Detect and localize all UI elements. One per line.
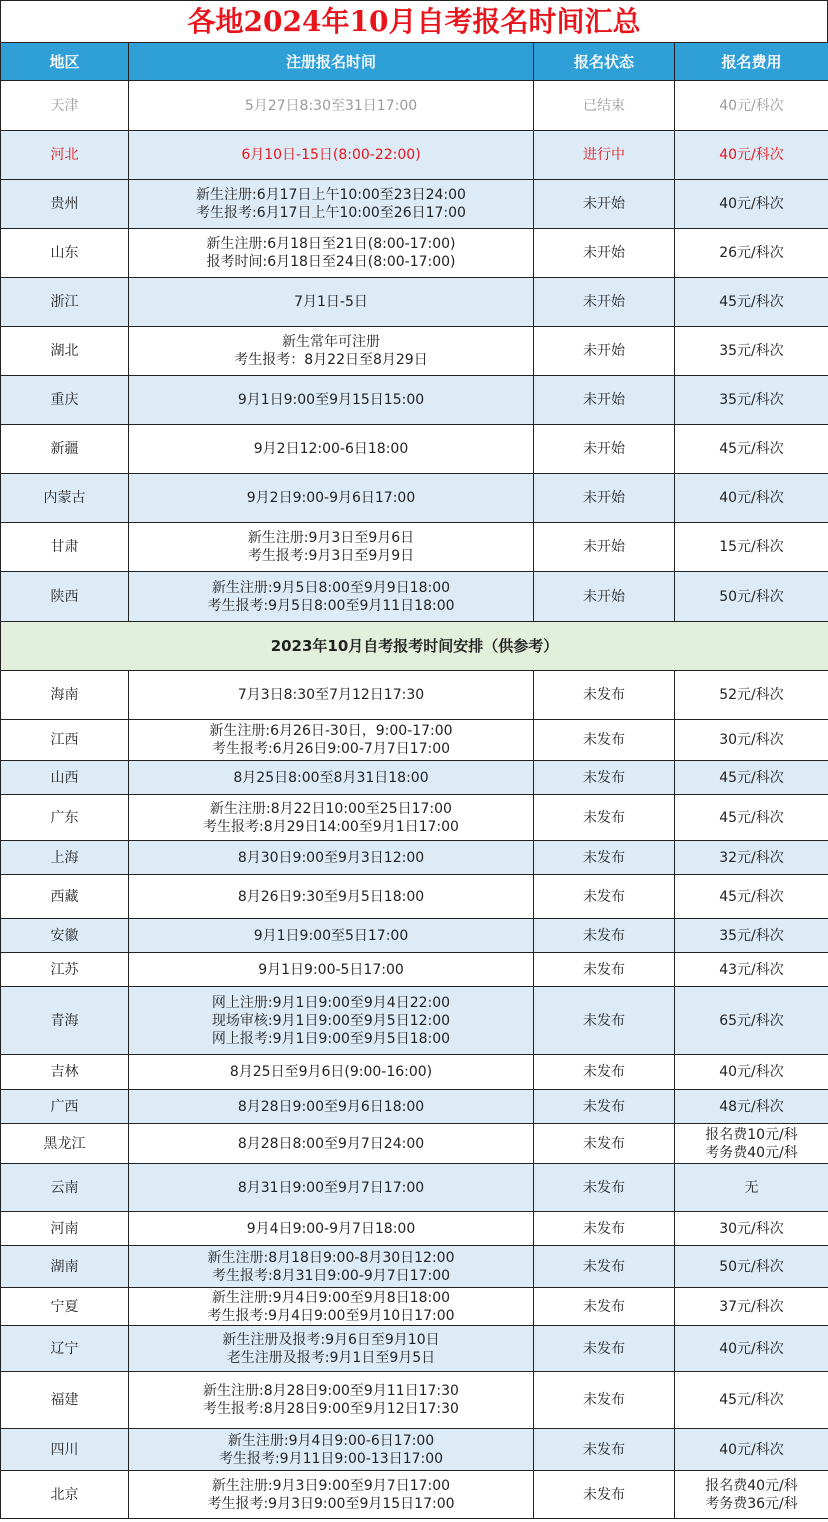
time-line: 新生注册:9月5日8:00至9月9日18:00 (211, 579, 451, 596)
cell-fee (675, 1090, 828, 1124)
table-row (1, 572, 828, 622)
cell-fee (675, 875, 828, 919)
cell-fee (675, 1212, 828, 1246)
time-line: 考生报考:9月11日9:00-13日17:00 (218, 1450, 444, 1467)
fee-line: 43元/科次 (719, 961, 784, 978)
cell-time (129, 1090, 534, 1124)
cell-region: 内蒙古 (1, 474, 129, 523)
cell-region: 山西 (1, 761, 129, 795)
table-row (1, 1471, 828, 1519)
cell-fee (675, 180, 828, 229)
table-row (1, 327, 828, 376)
cell-region: 北京 (1, 1471, 129, 1519)
table-row (1, 1164, 828, 1212)
table-row (1, 425, 828, 474)
cell-fee (675, 131, 828, 180)
cell-region: 甘肃 (1, 523, 129, 572)
cell-time (129, 425, 534, 474)
cell-status: 未开始 (534, 474, 675, 523)
cell-status: 未发布 (534, 1429, 675, 1471)
cell-region: 上海 (1, 841, 129, 875)
cell-fee (675, 474, 828, 523)
cell-time (129, 1246, 534, 1288)
time-line: 9月1日9:00至5日17:00 (253, 927, 409, 944)
table-row (1, 841, 828, 875)
fee-line: 35元/科次 (719, 343, 784, 359)
section-title: 2023年10月自考报考时间安排（供参考） (1, 622, 828, 671)
cell-fee (675, 720, 828, 761)
cell-time (129, 572, 534, 622)
fee-line: 40元/科次 (719, 97, 784, 114)
table-row (1, 1326, 828, 1372)
time-line: 考生报考:8月29日14:00至9月1日17:00 (203, 818, 459, 835)
table-row (1, 1288, 828, 1326)
fee-line: 40元/科次 (719, 490, 784, 506)
table-row (1, 987, 828, 1055)
time-line: 考生报考：8月22日至8月29日 (234, 352, 428, 368)
fee-line: 30元/科次 (719, 732, 784, 748)
time-line: 8月25日至9月6日(9:00-16:00) (229, 1064, 433, 1080)
fee-line: 26元/科次 (719, 245, 784, 261)
cell-status: 未发布 (534, 841, 675, 875)
cell-time (129, 1212, 534, 1246)
time-line: 报考时间:6月18日至24日(8:00-17:00) (206, 254, 456, 270)
time-line: 考生报考:9月4日9:00至9月10日17:00 (207, 1307, 455, 1324)
cell-fee (675, 1429, 828, 1471)
cell-region: 安徽 (1, 919, 129, 953)
time-line: 新生注册:8月18日9:00-8月30日12:00 (207, 1249, 455, 1266)
cell-time (129, 1471, 534, 1519)
cell-fee (675, 1124, 828, 1164)
time-line: 考生报考:8月31日9:00-9月7日17:00 (211, 1267, 451, 1284)
time-line: 新生注册:9月4日9:00至9月8日18:00 (211, 1289, 451, 1306)
time-line: 考生报考:8月28日9:00至9月12日17:30 (203, 1401, 459, 1417)
table-row (1, 474, 828, 523)
time-line: 新生注册:9月3日至9月6日 (247, 530, 415, 546)
cell-region: 浙江 (1, 278, 129, 327)
cell-fee (675, 953, 828, 987)
cell-status: 未发布 (534, 987, 675, 1055)
time-line: 8月31日9:00至9月7日17:00 (237, 1179, 425, 1196)
cell-fee (675, 327, 828, 376)
table-row (1, 795, 828, 841)
fee-line: 37元/科次 (719, 1298, 784, 1315)
fee-line: 30元/科次 (719, 1220, 784, 1237)
cell-status: 已结束 (534, 81, 675, 131)
cell-region: 四川 (1, 1429, 129, 1471)
cell-status: 未发布 (534, 720, 675, 761)
fee-line: 报名费40元/科 (705, 1477, 798, 1494)
table-row (1, 1124, 828, 1164)
cell-time (129, 376, 534, 425)
cell-status: 未发布 (534, 1288, 675, 1326)
cell-status: 未开始 (534, 523, 675, 572)
time-line: 9月1日9:00-5日17:00 (258, 961, 404, 978)
cell-status: 未发布 (534, 1090, 675, 1124)
cell-status: 未发布 (534, 795, 675, 841)
fee-line: 40元/科次 (719, 147, 784, 163)
time-line: 6月10日-15日(8:00-22:00) (241, 147, 421, 163)
table-row (1, 278, 828, 327)
fee-line: 40元/科次 (719, 196, 784, 212)
fee-line: 报名费10元/科 (705, 1126, 798, 1143)
cell-fee (675, 1164, 828, 1212)
time-line: 新生注册:9月3日9:00至9月7日17:00 (211, 1477, 451, 1494)
cell-region: 黑龙江 (1, 1124, 129, 1164)
time-line: 9月4日9:00-9月7日18:00 (246, 1220, 416, 1237)
cell-region: 河南 (1, 1212, 129, 1246)
cell-time (129, 278, 534, 327)
time-line: 8月26日9:30至9月5日18:00 (237, 888, 425, 905)
fee-line: 35元/科次 (719, 927, 784, 944)
cell-region: 吉林 (1, 1055, 129, 1090)
fee-line: 45元/科次 (719, 441, 784, 457)
fee-line: 45元/科次 (719, 888, 784, 905)
cell-fee (675, 761, 828, 795)
cell-time (129, 919, 534, 953)
cell-status: 未开始 (534, 278, 675, 327)
cell-time (129, 229, 534, 278)
time-line: 网上报考:9月1日9:00至9月5日18:00 (211, 1030, 451, 1047)
cell-region: 山东 (1, 229, 129, 278)
cell-status: 未发布 (534, 1326, 675, 1372)
time-line: 新生注册:8月22日10:00至25日17:00 (210, 800, 452, 817)
cell-time (129, 671, 534, 720)
cell-region: 陕西 (1, 572, 129, 622)
table-row (1, 180, 828, 229)
cell-status: 未开始 (534, 376, 675, 425)
table-row (1, 875, 828, 919)
cell-status: 未发布 (534, 1164, 675, 1212)
table-row (1, 1246, 828, 1288)
cell-fee (675, 671, 828, 720)
fee-line: 无 (744, 1179, 759, 1196)
cell-time (129, 1164, 534, 1212)
time-line: 考生报考:6月17日上午10:00至26日17:00 (196, 205, 466, 221)
cell-status: 未发布 (534, 761, 675, 795)
fee-line: 40元/科次 (719, 1340, 784, 1357)
table-row (1, 523, 828, 572)
cell-status: 未发布 (534, 1246, 675, 1288)
table-row (1, 671, 828, 720)
cell-fee (675, 919, 828, 953)
table-header-row (1, 43, 828, 81)
fee-line: 15元/科次 (719, 539, 784, 555)
time-line: 8月25日8:00至8月31日18:00 (233, 769, 429, 786)
cell-fee (675, 523, 828, 572)
cell-fee (675, 1246, 828, 1288)
table-row (1, 229, 828, 278)
time-line: 新生注册:8月28日9:00至9月11日17:30 (203, 1383, 459, 1399)
cell-region: 云南 (1, 1164, 129, 1212)
fee-line: 52元/科次 (719, 687, 784, 703)
cell-status: 未发布 (534, 919, 675, 953)
cell-time (129, 953, 534, 987)
cell-time (129, 795, 534, 841)
time-line: 9月2日9:00-9月6日17:00 (246, 490, 416, 506)
cell-region: 西藏 (1, 875, 129, 919)
fee-line: 考务费40元/科 (705, 1144, 798, 1161)
time-line: 考生报考:6月26日9:00-7月7日17:00 (211, 741, 451, 757)
cell-region: 湖北 (1, 327, 129, 376)
fee-line: 50元/科次 (719, 1258, 784, 1275)
time-line: 老生注册及报考:9月1日至9月5日 (226, 1349, 436, 1366)
cell-time (129, 761, 534, 795)
header-status: 报名状态 (534, 43, 675, 81)
time-line: 5月27日8:30至31日17:00 (244, 97, 418, 114)
time-line: 8月28日9:00至9月6日18:00 (237, 1098, 425, 1115)
cell-region: 重庆 (1, 376, 129, 425)
cell-status: 未发布 (534, 1471, 675, 1519)
time-line: 新生注册:9月4日9:00-6日17:00 (227, 1432, 435, 1449)
header-time: 注册报名时间 (129, 43, 534, 81)
cell-region: 河北 (1, 131, 129, 180)
cell-time (129, 1288, 534, 1326)
cell-region: 辽宁 (1, 1326, 129, 1372)
time-line: 8月28日8:00至9月7日24:00 (237, 1135, 425, 1152)
cell-time (129, 1372, 534, 1429)
table-row (1, 131, 828, 180)
cell-time (129, 474, 534, 523)
table-row (1, 919, 828, 953)
fee-line: 65元/科次 (719, 1012, 784, 1029)
table-row (1, 81, 828, 131)
cell-time (129, 327, 534, 376)
cell-fee (675, 229, 828, 278)
cell-fee (675, 1372, 828, 1429)
cell-status: 未发布 (534, 1372, 675, 1429)
cell-status: 未发布 (534, 953, 675, 987)
cell-fee (675, 987, 828, 1055)
table-row (1, 376, 828, 425)
cell-time (129, 875, 534, 919)
cell-fee (675, 425, 828, 474)
registration-table (0, 42, 828, 1519)
cell-status: 未发布 (534, 1124, 675, 1164)
table-row (1, 1090, 828, 1124)
cell-fee (675, 278, 828, 327)
cell-fee (675, 1055, 828, 1090)
time-line: 9月2日12:00-6日18:00 (253, 441, 409, 457)
cell-time (129, 720, 534, 761)
cell-region: 广西 (1, 1090, 129, 1124)
cell-time (129, 987, 534, 1055)
time-line: 考生报考:9月5日8:00至9月11日18:00 (207, 597, 455, 614)
cell-time (129, 81, 534, 131)
fee-line: 45元/科次 (719, 1392, 784, 1408)
cell-time (129, 1429, 534, 1471)
time-line: 新生注册及报考:9月6日至9月10日 (222, 1331, 440, 1348)
cell-fee (675, 1471, 828, 1519)
time-line: 新生注册:6月17日上午10:00至23日24:00 (196, 187, 466, 203)
table-row (1, 1372, 828, 1429)
time-line: 考生报考:9月3日至9月9日 (247, 548, 415, 564)
time-line: 9月1日9:00至9月15日15:00 (237, 392, 425, 408)
cell-fee (675, 841, 828, 875)
cell-region: 海南 (1, 671, 129, 720)
time-line: 考生报考:9月3日9:00至9月15日17:00 (207, 1495, 455, 1512)
time-line: 8月30日9:00至9月3日12:00 (237, 849, 425, 866)
cell-fee (675, 572, 828, 622)
table-row (1, 1429, 828, 1471)
table-row (1, 761, 828, 795)
cell-region: 新疆 (1, 425, 129, 474)
table-row (1, 720, 828, 761)
cell-region: 宁夏 (1, 1288, 129, 1326)
table-body-2023 (1, 671, 828, 1519)
time-line: 网上注册:9月1日9:00至9月4日22:00 (211, 994, 451, 1011)
header-fee: 报名费用 (675, 43, 828, 81)
cell-status: 未开始 (534, 229, 675, 278)
table-body-2024 (1, 81, 828, 622)
cell-time (129, 131, 534, 180)
header-region: 地区 (1, 43, 129, 81)
table-row (1, 953, 828, 987)
cell-time (129, 841, 534, 875)
cell-region: 广东 (1, 795, 129, 841)
cell-status: 未开始 (534, 327, 675, 376)
cell-region: 天津 (1, 81, 129, 131)
cell-region: 贵州 (1, 180, 129, 229)
time-line: 新生注册:6月18日至21日(8:00-17:00) (206, 236, 456, 252)
cell-time (129, 523, 534, 572)
cell-fee (675, 1288, 828, 1326)
fee-line: 45元/科次 (719, 294, 784, 310)
cell-status: 未发布 (534, 1055, 675, 1090)
time-line: 7月1日-5日 (294, 294, 368, 310)
fee-line: 32元/科次 (719, 849, 784, 866)
cell-region: 江苏 (1, 953, 129, 987)
fee-line: 45元/科次 (719, 809, 784, 826)
time-line: 新生常年可注册 (282, 334, 380, 350)
time-line: 7月3日8:30至7月12日17:30 (237, 687, 425, 703)
cell-region: 青海 (1, 987, 129, 1055)
fee-line: 45元/科次 (719, 769, 784, 786)
fee-line: 40元/科次 (719, 1441, 784, 1458)
time-line: 现场审核:9月1日9:00至9月5日12:00 (211, 1012, 451, 1029)
cell-region: 福建 (1, 1372, 129, 1429)
fee-line: 考务费36元/科 (705, 1495, 798, 1512)
cell-region: 湖南 (1, 1246, 129, 1288)
cell-status: 进行中 (534, 131, 675, 180)
cell-status: 未开始 (534, 425, 675, 474)
page-title: 各地2024年10月自考报名时间汇总 (0, 0, 828, 42)
fee-line: 40元/科次 (719, 1064, 784, 1080)
table-row (1, 1212, 828, 1246)
fee-line: 50元/科次 (719, 588, 784, 605)
cell-status: 未发布 (534, 671, 675, 720)
cell-time (129, 1326, 534, 1372)
cell-fee (675, 376, 828, 425)
cell-region: 江西 (1, 720, 129, 761)
cell-status: 未开始 (534, 180, 675, 229)
cell-time (129, 1055, 534, 1090)
cell-time (129, 1124, 534, 1164)
fee-line: 48元/科次 (719, 1098, 784, 1115)
cell-fee (675, 1326, 828, 1372)
section-row (1, 622, 828, 671)
cell-status: 未开始 (534, 572, 675, 622)
cell-status: 未发布 (534, 1212, 675, 1246)
cell-status: 未发布 (534, 875, 675, 919)
cell-time (129, 180, 534, 229)
fee-line: 35元/科次 (719, 392, 784, 408)
cell-fee (675, 81, 828, 131)
table-row (1, 1055, 828, 1090)
time-line: 新生注册:6月26日-30日，9:00-17:00 (209, 723, 453, 739)
cell-fee (675, 795, 828, 841)
